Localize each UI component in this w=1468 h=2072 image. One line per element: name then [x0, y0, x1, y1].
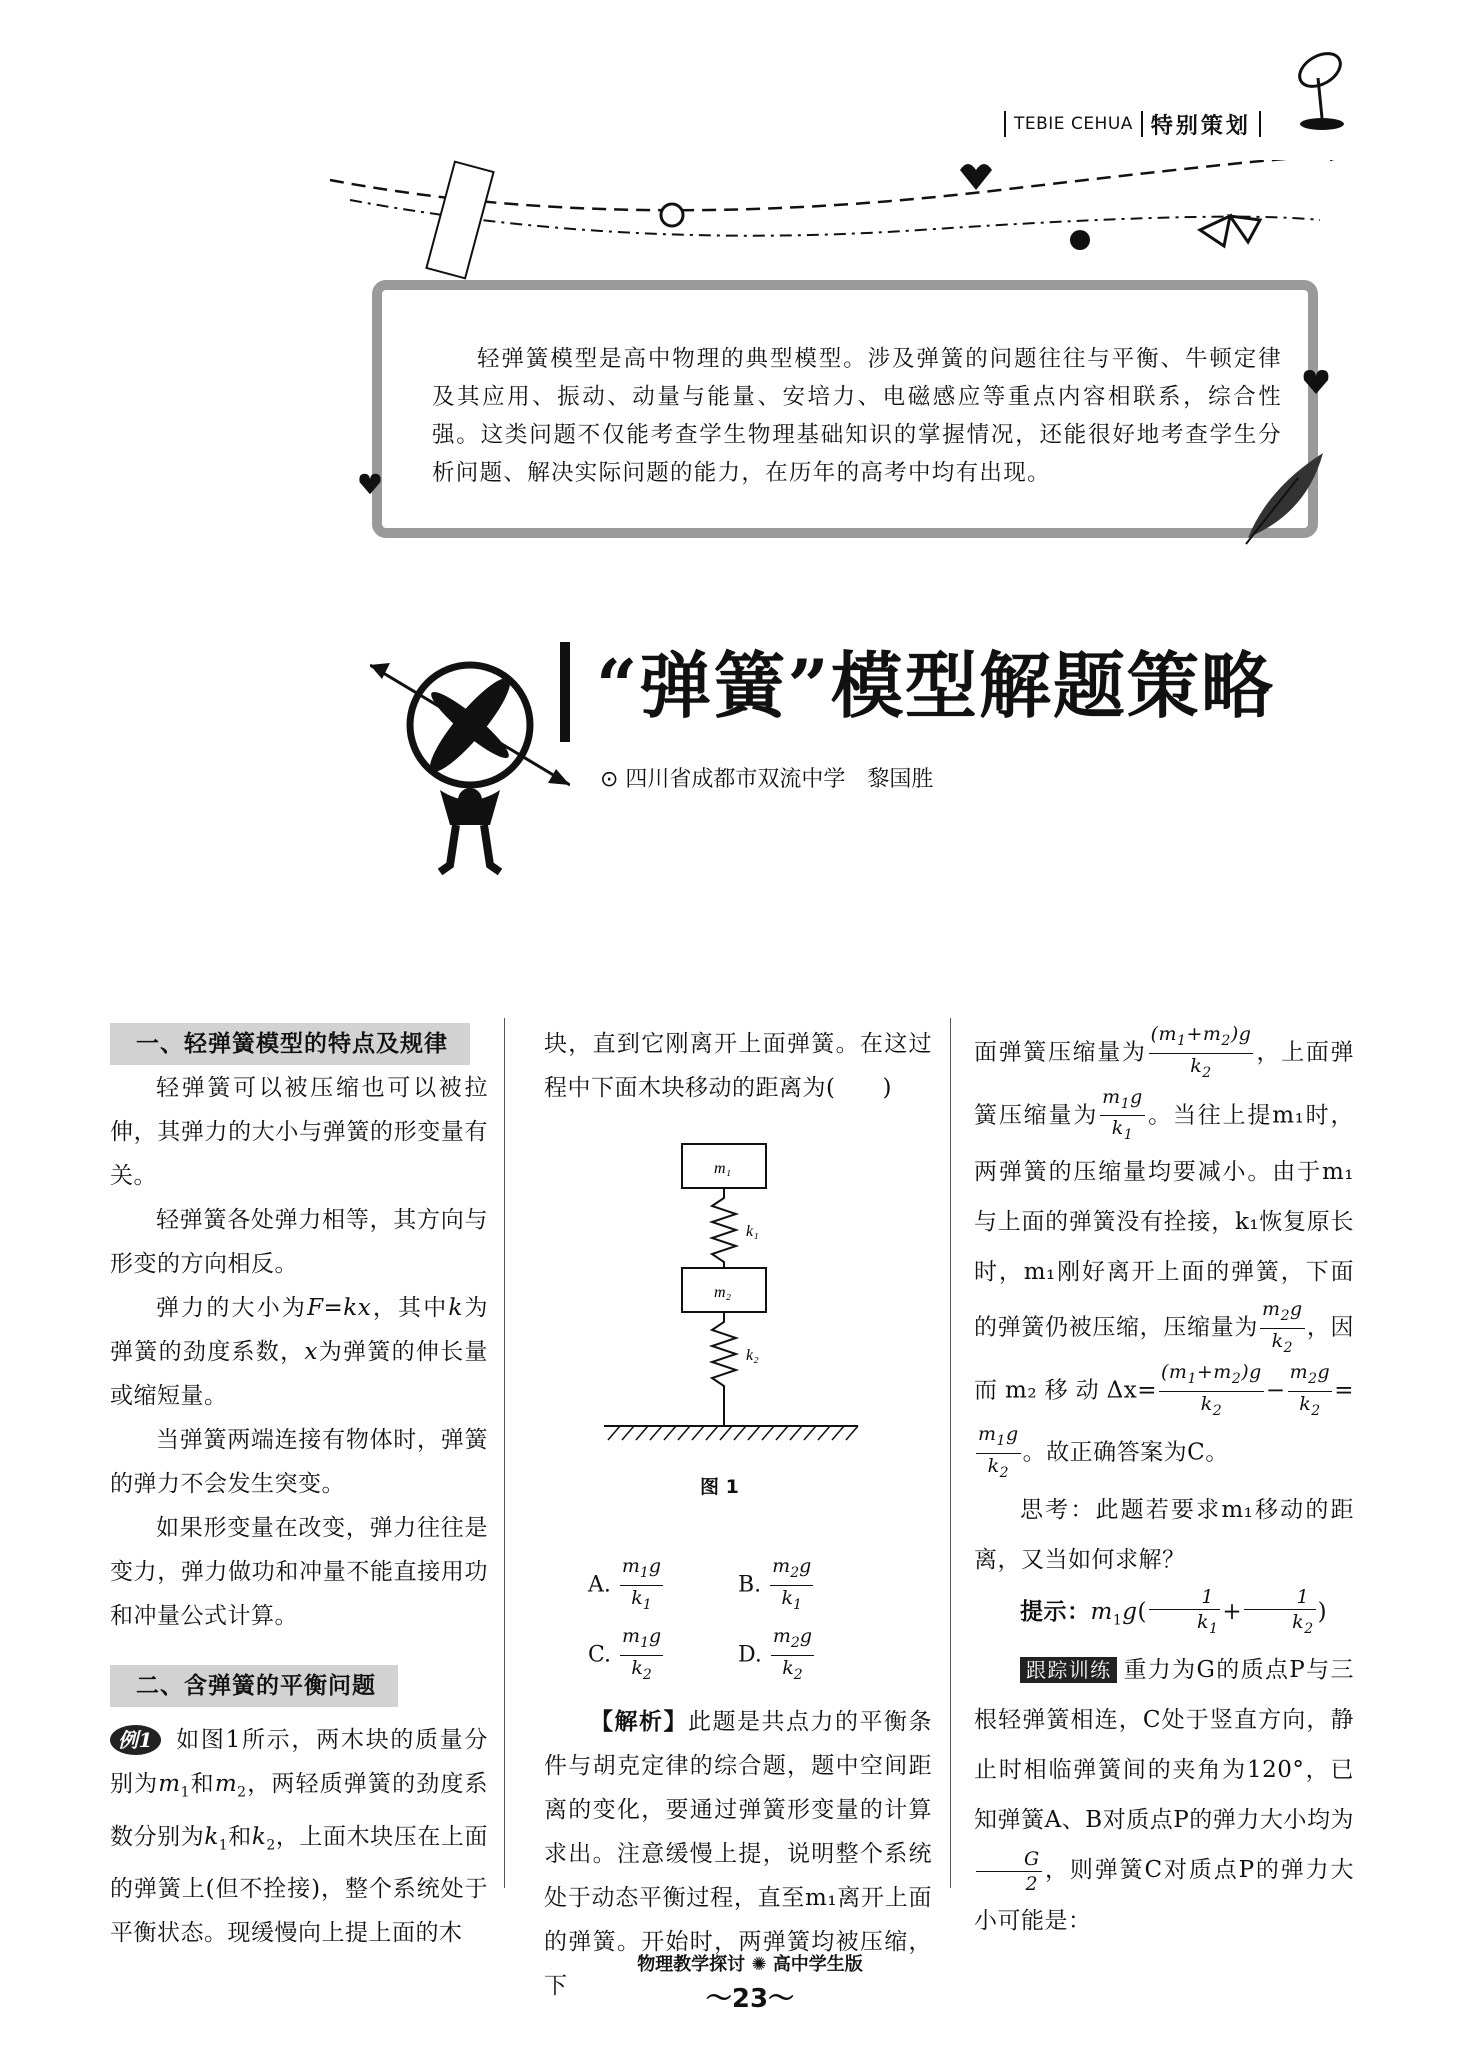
label-m1: m₁: [714, 1160, 732, 1177]
analysis: 【解析】此题是共点力的平衡条件与胡克定律的综合题，题中空间距离的变化，要通过弹簧形变量的计算求出。注意缓慢上提，说明整个系统处于动态平衡过程，直至m₁离开上面的弹簧。开始时，两弹簧均被压缩，下: [544, 1708, 932, 1999]
section-heading-1: 一、轻弹簧模型的特点及规律: [110, 1023, 470, 1065]
section-heading-2: 二、含弹簧的平衡问题: [110, 1665, 398, 1707]
column-divider: [504, 1018, 505, 1888]
paragraph: 轻弹簧各处弹力相等，其方向与形变的方向相反。: [110, 1207, 488, 1277]
paragraph: 弹力的大小为F=kx，其中k为弹簧的劲度系数，x为弹簧的伸长量或缩短量。: [110, 1295, 489, 1409]
paragraph: 块，直到它刚离开上面弹簧。在这过程中下面木块移动的距离为( ): [544, 1031, 932, 1101]
decorative-dashed-lines: [320, 160, 1340, 300]
page-footer: 物理教学探讨 ✺ 高中学生版 〜23〜: [637, 1954, 863, 2014]
column-divider: [950, 1018, 951, 1888]
header-section-en: TEBIE CEHUA: [1014, 114, 1133, 134]
paragraph: 当弹簧两端连接有物体时，弹簧的弹力不会发生突变。: [110, 1427, 488, 1497]
header-section-cn: 特别策划: [1150, 113, 1251, 139]
label-m2: m₂: [714, 1284, 732, 1301]
paragraph: 轻弹簧可以被压缩也可以被拉伸，其弹力的大小与弹簧的形变量有关。: [110, 1075, 488, 1189]
article-author: ⊙ 四川省成都市双流中学 黎国胜: [600, 767, 934, 792]
example-1: 例1 如图1所示，两木块的质量分别为$m_1$和$m_2$，两轻质弹簧的劲度系数分别为$k_1$和$k_2$，上面木块压在上面的弹簧上(但不拴接)，整个系统处于平衡状态。现缓慢向上提上面的木: [110, 1727, 489, 1947]
feather-icon: [1238, 448, 1328, 548]
column-3: 面弹簧压缩量为 $\frac{(m_1+m_2)g}{k_2}$ ，上面弹簧压缩量为 $\frac{m_1g}{k_1}$ 。当往上提m₁时，两弹簧的压缩量均要减小。由于m₁与上面的弹簧没有拴接，k₁恢复原长时，m₁刚好离开上面的弹簧，下面的弹簧仍被压缩，压缩量为 $\frac{m_2g}{k_2}$ ，因而m₂移动Δx= $\frac{(m_1+m_2)g}{k_2}$ − $\frac{m_2g}{k_2}$ = $\frac{m_1g}{k_2}$ 。故正确答案为C。 思考：此题若要求m₁移动的距离，又当如何求解？ 提示：$m_1g$( $\frac{1}{k_1}$ + $\frac{1}{k_2}$ ) 跟踪训练 重力为G的质点P与三根轻弹簧相连，C处于竖直方向，静止时相临弹簧间的夹角为120°，已知弹簧A、B对质点P的弹力大小均为 $\frac{G}{2}$ ，则弹簧C对质点P的弹力大小可能是：: [974, 1022, 1354, 1946]
running-header: [996, 104, 1326, 144]
article-title: “弹簧”模型解题策略: [596, 643, 1275, 728]
figure-1-caption: 图 1: [700, 1476, 739, 1498]
option-d: D. $\frac{m_2g}{k_2}$: [738, 1624, 812, 1683]
atlas-figure-icon: [370, 650, 570, 880]
intro-text: 轻弹簧模型是高中物理的典型模型。涉及弹簧的问题往往与平衡、牛顿定律及其应用、振动、动量与能量、安培力、电磁感应等重点内容相联系，综合性强。这类问题不仅能考查学生物理基础知识的掌握情况，还能很好地考查学生分析问题、解决实际问题的能力，在历年的高考中均有出现。: [432, 346, 1282, 486]
page-number: 23: [731, 1984, 769, 2014]
example-badge: 例1: [110, 1725, 161, 1755]
title-bar: [560, 642, 570, 742]
option-c: C. $\frac{m_1g}{k_2}$: [588, 1624, 662, 1683]
tracking-badge: 跟踪训练: [1020, 1657, 1117, 1683]
label-k1: k₁: [746, 1223, 759, 1240]
heart-icon: [358, 472, 382, 496]
column-1: [110, 1022, 488, 1955]
hint: 提示：$m_1g$( $\frac{1}{k_1}$ + $\frac{1}{k_2}$ ): [1020, 1585, 1328, 1637]
heart-icon: [1302, 368, 1330, 396]
paragraph: 如果形变量在改变，弹力往往是变力，弹力做功和冲量不能直接用功和冲量公式计算。: [110, 1515, 488, 1629]
journal-edition: 高中学生版: [772, 1954, 863, 1975]
option-a: A. $\frac{m_1g}{k_1}$: [588, 1554, 662, 1613]
column-2: [544, 1022, 932, 1110]
tracking-exercise: 跟踪训练 重力为G的质点P与三根轻弹簧相连，C处于竖直方向，静止时相临弹簧间的夹角为120°，已知弹簧A、B对质点P的弹力大小均为 $\frac{G}{2}$ ，则弹簧C对质点P的弹力大小可能是：: [974, 1657, 1354, 1934]
think-question: 思考：此题若要求m₁移动的距离，又当如何求解？: [974, 1496, 1354, 1573]
label-k2: k₂: [746, 1347, 759, 1364]
figure-1-springs: [596, 1140, 866, 1480]
option-b: B. $\frac{m_2g}{k_1}$: [738, 1554, 812, 1613]
journal-name: 物理教学探讨: [637, 1954, 746, 1975]
answer-options: [588, 1550, 928, 1690]
